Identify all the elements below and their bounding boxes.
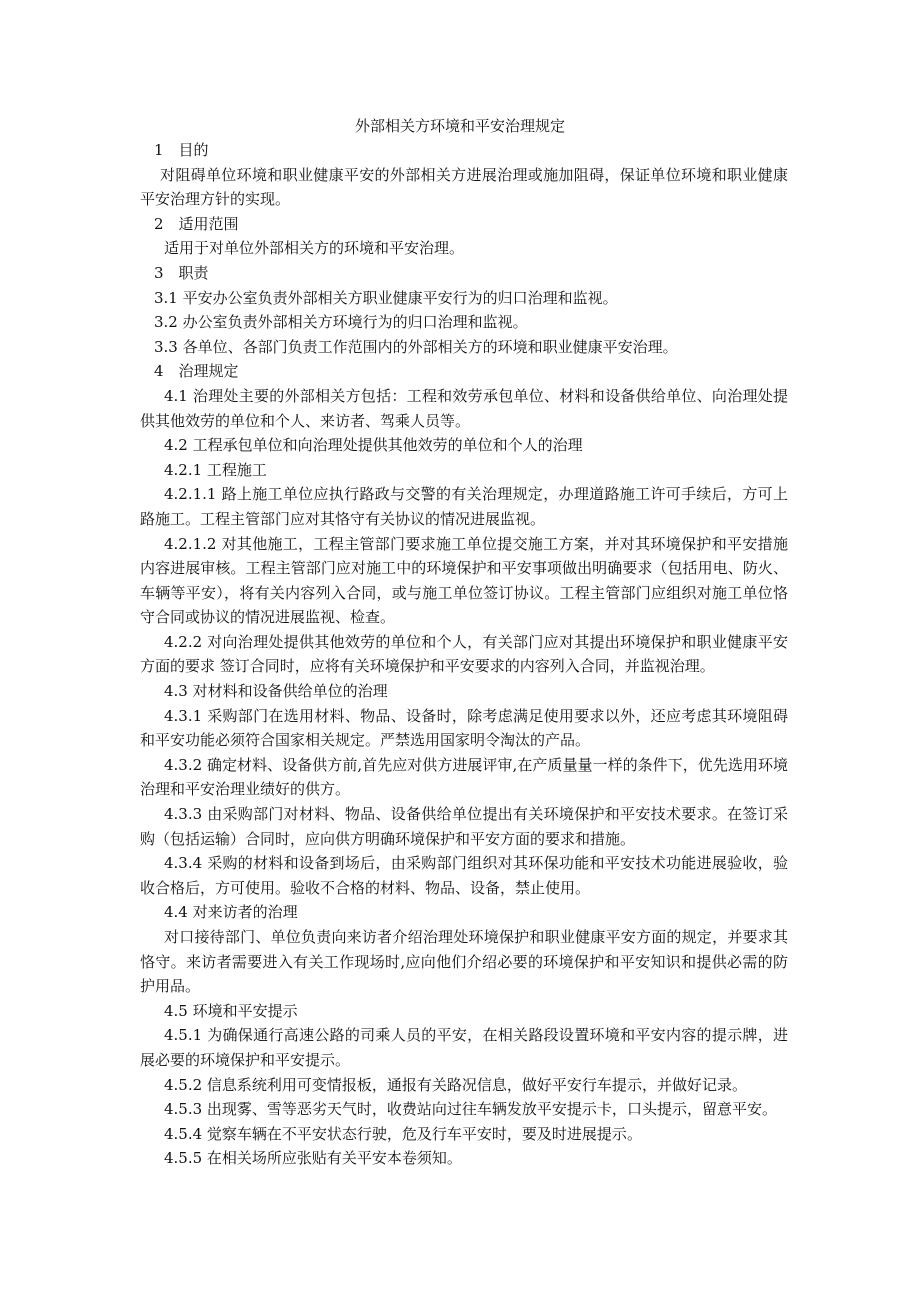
paragraph: 4.5.1 为确保通行高速公路的司乘人员的平安，在相关路段设置环境和平安内容的提示牌，进展必要的环境保护和平安提示。 [140,1026,788,1069]
paragraph: 4.3.2 确定材料、设备供方前,首先应对供方进展评审,在产质量量一样的条件下，优先选用环境治理和平安治理业绩好的供方。 [140,755,788,799]
paragraph: 4.5 环境和平安提示 [164,1001,298,1020]
paragraph: 4.5.5 在相关场所应张贴有关平安本卷须知。 [164,1149,462,1168]
paragraph: 4.2.1 工程施工 [164,460,267,479]
document-title: 外部相关方环境和平安治理规定 [354,117,565,135]
paragraph: 4.2.2 对向治理处提供其他效劳的单位和个人，有关部门应对其提出环境保护和职业健康平安方面的要求 签订合同时，应将有关环境保护和平安要求的内容列入合同，并监视治理。 [140,632,788,676]
paragraph: 4.2.1.1 路上施工单位应执行路政与交警的有关治理规定，办理道路施工许可手续后，方可上路施工。工程主管部门应对其恪守有关协议的情况进展监视。 [140,485,788,528]
paragraph: 对口接待部门、单位负责向来访者介绍治理处环境保护和职业健康平安方面的规定，并要求其恪守。来访者需要进入有关工作现场时,应向他们介绍必要的环境保护和平安知识和提供必需的防护用品。 [140,928,788,996]
paragraph: 2 适用范围 [154,214,239,233]
paragraph: 3.1 平安办公室负责外部相关方职业健康平安行为的归口治理和监视。 [154,288,618,307]
paragraph: 3.3 各单位、各部门负责工作范围内的外部相关方的环境和职业健康平安治理。 [154,337,678,356]
paragraph: 3.2 办公室负责外部相关方环境行为的归口治理和监视。 [154,313,528,332]
paragraph: 4.3 对材料和设备供给单位的治理 [164,682,388,701]
paragraph: 4.1 治理处主要的外部相关方包括：工程和效劳承包单位、材料和设备供给单位、向治理处提供其他效劳的单位和个人、来访者、驾乘人员等。 [140,386,788,430]
paragraph: 4.3.1 采购部门在选用材料、物品、设备时，除考虑满足使用要求以外，还应考虑其环境阻碍和平安功能必须符合国家相关规定。严禁选用国家明令淘汰的产品。 [140,706,788,750]
paragraph: 对阻碍单位环境和职业健康平安的外部相关方进展治理或施加阻碍，保证单位环境和职业健康平安治理方针的实现。 [140,165,788,209]
paragraph: 1 目的 [154,141,209,159]
paragraph: 4.5.2 信息系统利用可变情报板，通报有关路况信息，做好平安行车提示，并做好记录。 [164,1075,747,1094]
paragraph: 4.2 工程承包单位和向治理处提供其他效劳的单位和个人的治理 [164,436,583,455]
paragraph: 4.5.4 觉察车辆在不平安状态行驶，危及行车平安时，要及时进展提示。 [164,1124,642,1143]
document-body [140,138,788,1171]
paragraph: 4 治理规定 [154,362,239,381]
paragraph: 4.5.3 出现雾、雪等恶劣天气时，收费站向过往车辆发放平安提示卡，口头提示，留意平安。 [164,1100,777,1119]
paragraph: 4.3.3 由采购部门对材料、物品、设备供给单位提出有关环境保护和平安技术要求。在签订采购（包括运输）合同时，应向供方明确环境保护和平安方面的要求和措施。 [140,805,788,848]
paragraph: 4.3.4 采购的材料和设备到场后，由采购部门组织对其环保功能和平安技术功能进展验收，验收合格后，方可使用。验收不合格的材料、物品、设备，禁止使用。 [140,854,788,897]
paragraph: 3 职责 [154,263,209,282]
paragraph: 4.2.1.2 对其他施工，工程主管部门要求施工单位提交施工方案，并对其环境保护和平安措施内容进展审核。工程主管部门应对施工中的环境保护和平安事项做出明确要求（包括用电、防火、车辆等平安），将有关内容列入合同，或与施工单位签订协议。工程主管部门应组织对施工单位恪守合同或协议的情况进展监视、检查。 [140,534,788,627]
paragraph: 适用于对单位外部相关方的环境和平安治理。 [164,239,465,258]
paragraph: 4.4 对来访者的治理 [164,903,298,922]
